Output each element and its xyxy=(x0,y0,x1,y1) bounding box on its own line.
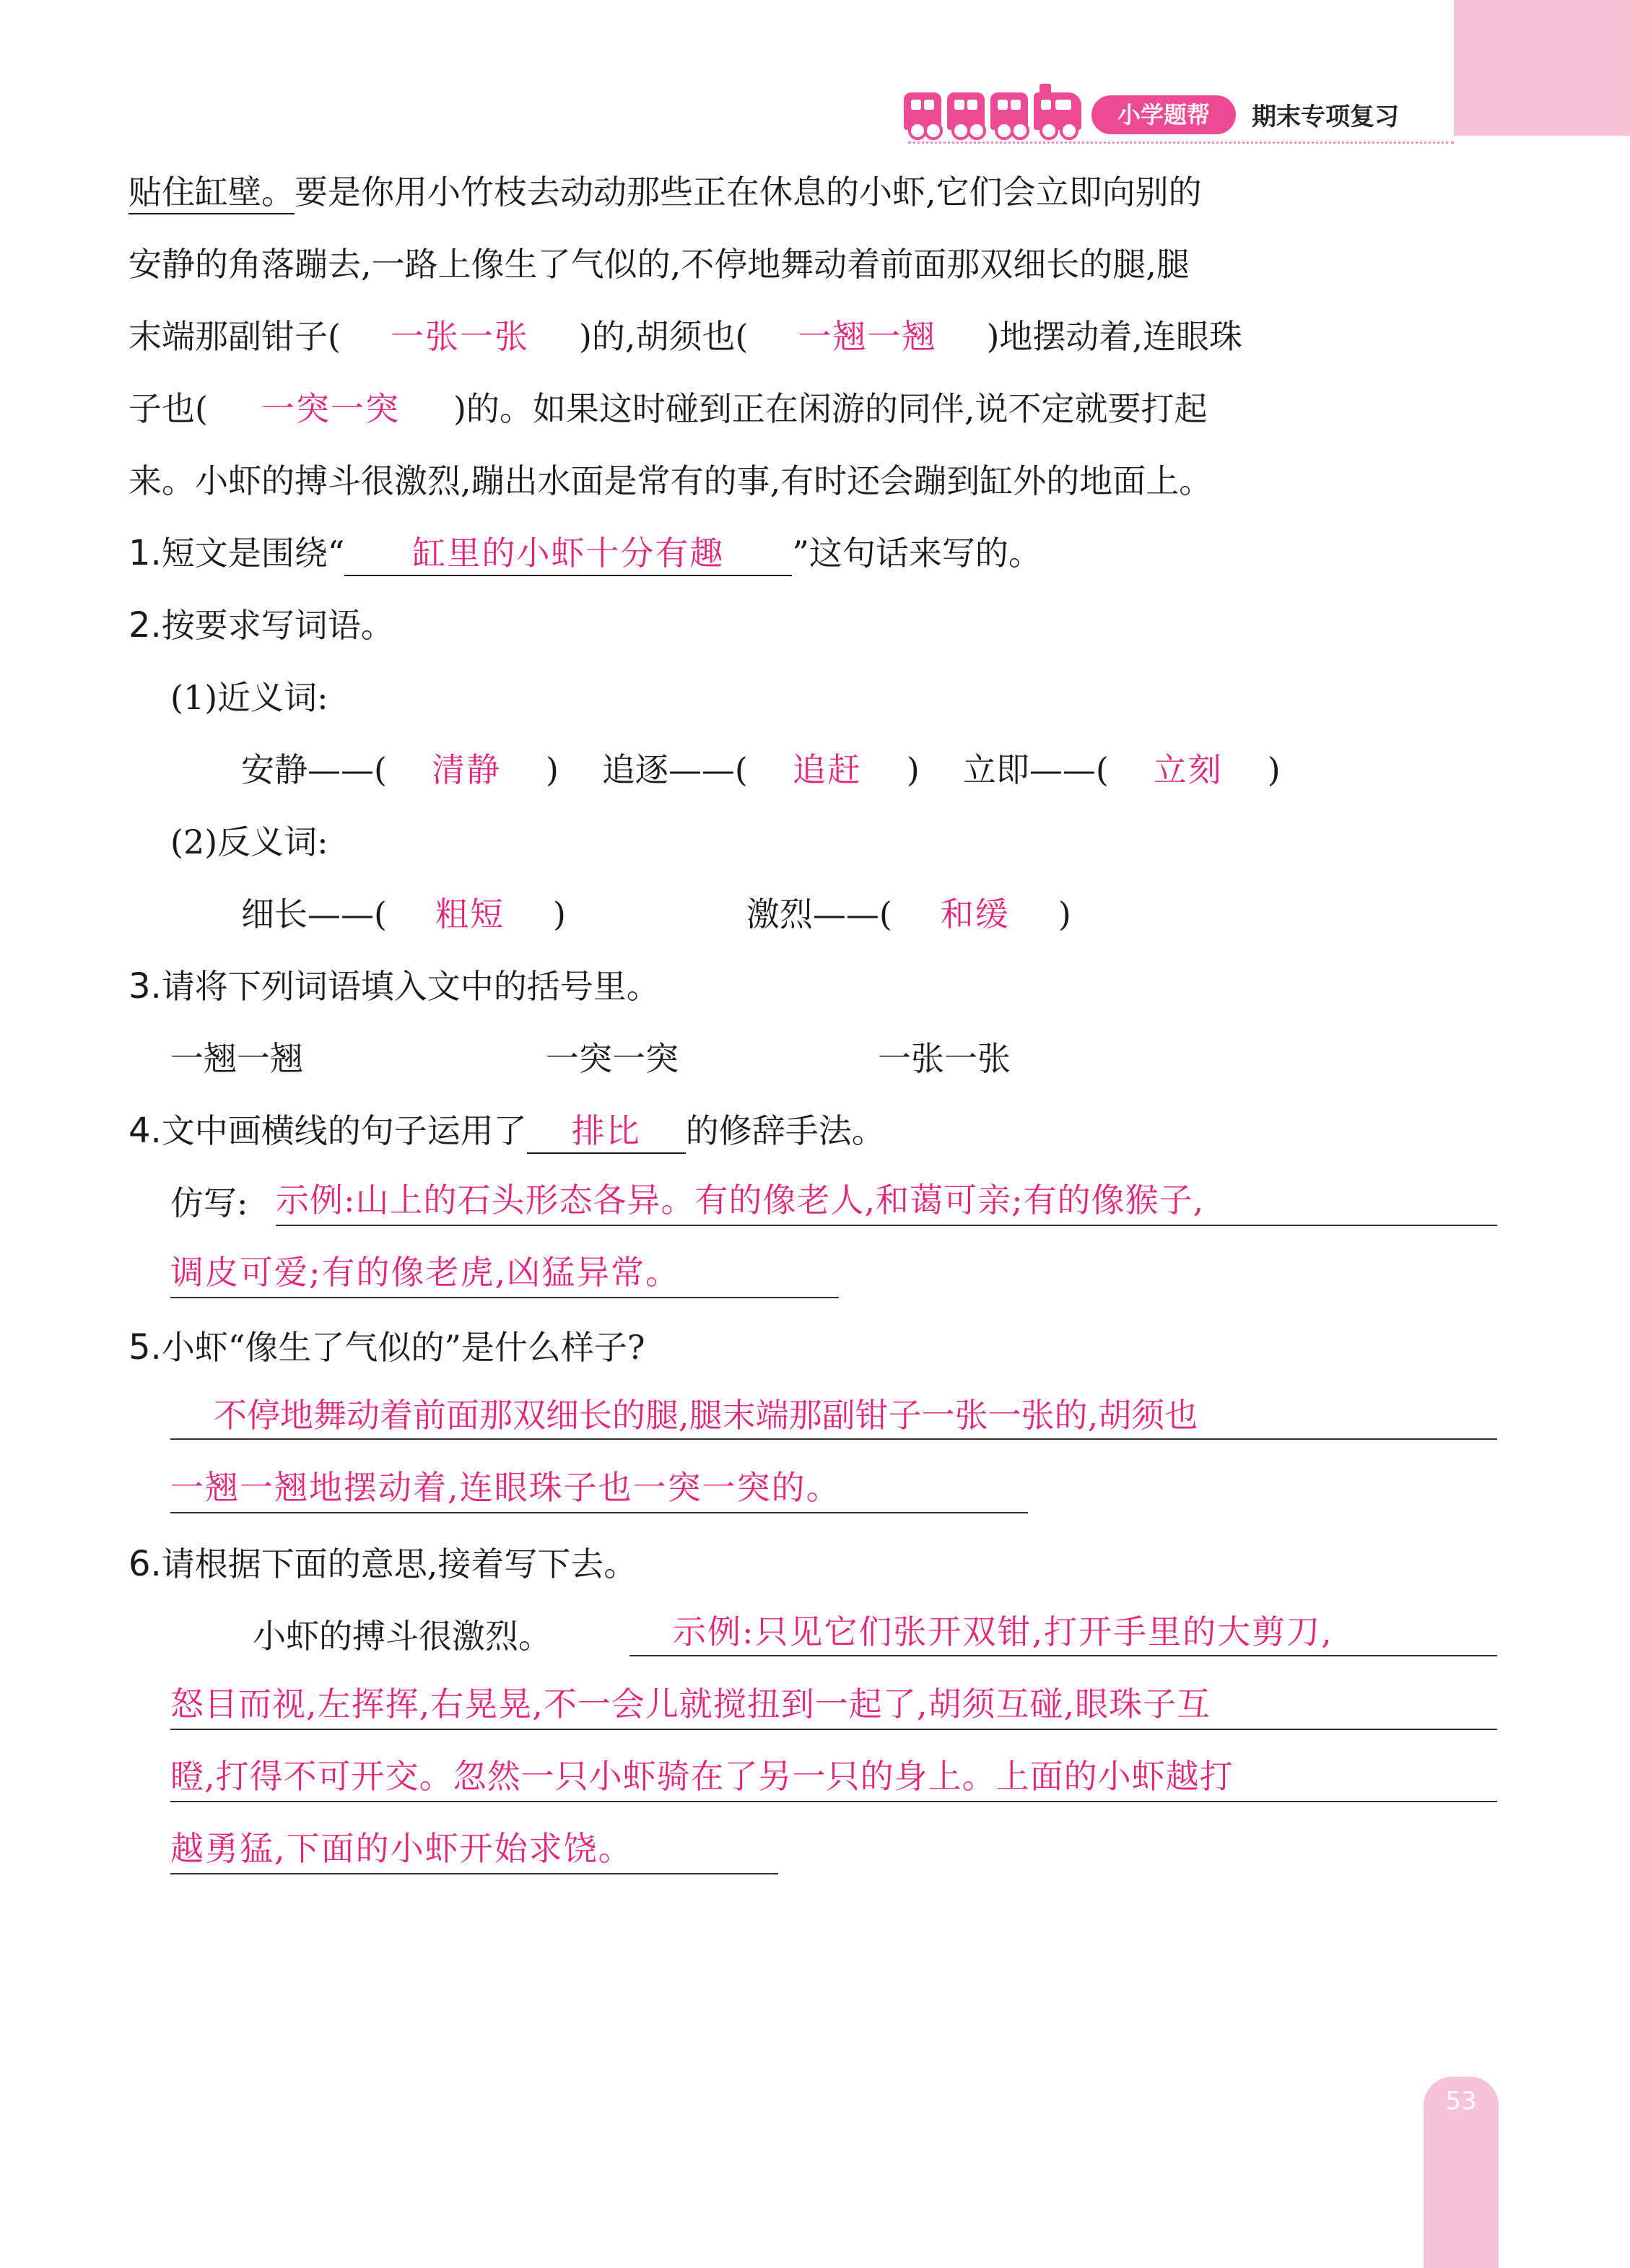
passage-line-1: 贴住缸壁。要是你用小竹枝去动动那些正在休息的小虾,它们会立即向别的 xyxy=(128,163,1202,221)
passage-line-4: 子也( 一突一突 )的。如果这时碰到正在闲游的同伴,说不定就要打起 xyxy=(128,389,1208,428)
question-3: 3.请将下列词语填入文中的括号里。 xyxy=(128,966,660,1007)
question-2: 2.按要求写词语。 xyxy=(128,605,394,646)
antonym-row: 细长——( 粗短 ) 激烈——( 和缓 ) xyxy=(241,895,1071,934)
q6-answer-line-1[interactable]: 示例:只见它们张开双钳,打开手里的大剪刀, xyxy=(629,1603,1497,1656)
page-number: 53 xyxy=(1445,2087,1477,2116)
synonym-label: (1)近义词: xyxy=(170,678,328,717)
word-bank: 一翘一翘 一突一突 一张一张 xyxy=(170,1039,1011,1078)
q5-answer-line-2[interactable]: 一翘一翘地摆动着,连眼珠子也一突一突的。 xyxy=(170,1459,1028,1513)
synonym-row: 安静——( 清静 ) 追逐——( 追赶 ) 立即——( 立刻 ) xyxy=(241,750,1281,789)
brand-badge: 小学题帮 xyxy=(1091,95,1236,134)
antonym-label: (2)反义词: xyxy=(170,822,328,861)
question-4: 4.文中画横线的句子运用了 排比 的修辞手法。 xyxy=(128,1102,885,1160)
imitate-label: 仿写: xyxy=(170,1183,248,1222)
passage-line-3: 末端那副钳子( 一张一张 )的,胡须也( 一翘一翘 )地摆动着,连眼珠 xyxy=(128,317,1243,356)
answer-blank[interactable]: 缸里的小虾十分有趣 xyxy=(344,531,792,576)
question-1: 1.短文是围绕“ 缸里的小虾十分有趣 ”这句话来写的。 xyxy=(128,524,1042,582)
passage-line-5: 来。小虾的搏斗很激烈,蹦出水面是常有的事,有时还会蹦到缸外的地面上。 xyxy=(128,461,1213,500)
imitate-answer-line-1[interactable]: 示例:山上的石头形态各异。有的像老人,和蔼可亲;有的像猴子, xyxy=(276,1171,1497,1226)
question-6: 6.请根据下面的意思,接着写下去。 xyxy=(128,1544,637,1584)
corner-tab xyxy=(1454,0,1630,136)
passage-line-2: 安静的角落蹦去,一路上像生了气似的,不停地舞动着前面那双细长的腿,腿 xyxy=(128,245,1190,284)
question-5: 5.小虾“像生了气似的”是什么样子? xyxy=(128,1327,645,1368)
q6-prompt: 小虾的搏斗很激烈。 xyxy=(253,1617,552,1656)
q6-answer-line-3[interactable]: 瞪,打得不可开交。忽然一只小虾骑在了另一只的身上。上面的小虾越打 xyxy=(170,1747,1497,1802)
header-divider xyxy=(908,142,1454,144)
q6-answer-line-2[interactable]: 怒目而视,左挥挥,右晃晃,不一会儿就搅扭到一起了,胡须互碰,眼珠子互 xyxy=(170,1675,1497,1730)
answer-blank[interactable]: 排比 xyxy=(527,1109,686,1154)
section-title: 期末专项复习 xyxy=(1252,103,1399,131)
q5-answer-line-1[interactable]: 不停地舞动着前面那双细长的腿,腿末端那副钳子一张一张的,胡须也 xyxy=(170,1386,1497,1440)
imitate-answer-line-2[interactable]: 调皮可爱;有的像老虎,凶猛异常。 xyxy=(170,1243,839,1298)
q6-answer-line-4[interactable]: 越勇猛,下面的小虾开始求饶。 xyxy=(170,1820,778,1874)
